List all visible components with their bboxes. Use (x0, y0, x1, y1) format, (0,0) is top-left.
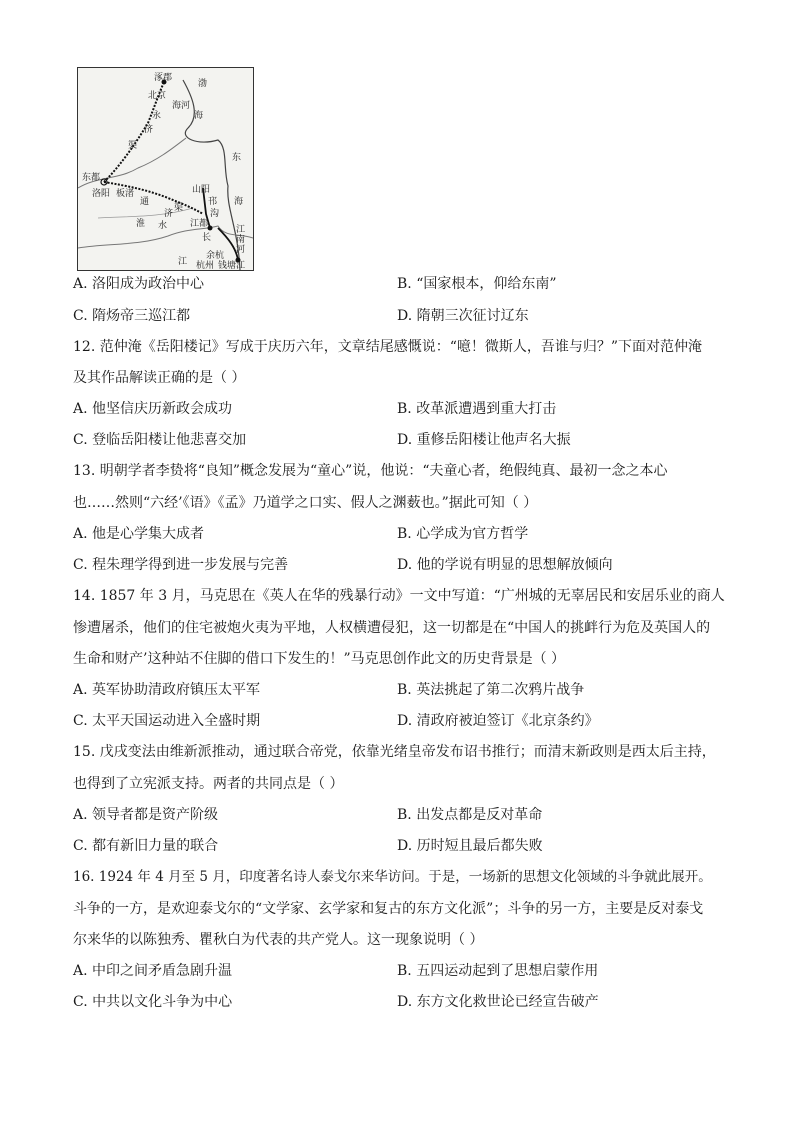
q14-option-c: C. 太平天国运动进入全盛时期 (73, 713, 261, 729)
label-yongji-3: 渠 (128, 141, 138, 151)
label-hai-2: 海 (234, 197, 244, 207)
label-tongji-1: 通 (140, 197, 150, 207)
q12-option-d: D. 重修岳阳楼让他声名大振 (397, 432, 571, 448)
jiangdu-dot (208, 226, 213, 231)
label-beijing: 北京 (148, 91, 167, 101)
q16-option-a: A. 中印之间矛盾急剧升温 (73, 963, 233, 979)
q14-stem-line1: 14. 1857 年 3 月，马克思在《英人在华的残暴行动》一文中写道：“广州城的无辜居民和安居乐业的商人 (73, 588, 725, 604)
label-chang: 长 (202, 233, 212, 243)
q15-stem-line1: 15. 戊戌变法由维新派推动，通过联合帝党，依靠光绪皇帝发布诏书推行；而清末新政则是西太后主持， (73, 744, 716, 760)
label-jiangdu: 江都 (190, 219, 209, 229)
q15-stem-line2: 也得到了立宪派支持。两者的共同点是（ ） (73, 776, 344, 792)
q16-stem-line2: 斗争的一方，是欢迎泰戈尔的“文学家、玄学家和复古的东方文化派”；斗争的另一方，主要是反对泰戈 (73, 901, 704, 917)
q15-option-b: B. 出发点都是反对革命 (397, 807, 543, 823)
label-dong: 东 (232, 153, 242, 163)
label-hai-1: 海 (194, 111, 204, 121)
label-yongji-1: 永 (152, 111, 162, 121)
q16-option-b: B. 五四运动起到了思想启蒙作用 (397, 963, 599, 979)
q13-option-b: B. 心学成为官方哲学 (397, 526, 529, 542)
q12-option-c: C. 登临岳阳楼让他悲喜交加 (73, 432, 247, 448)
label-banzhu: 板渚 (116, 189, 135, 199)
q12-stem-line2: 及其作品解读正确的是（ ） (73, 370, 246, 386)
q11-option-b: B. “国家根本，仰给东南” (397, 276, 557, 292)
q11-option-d: D. 隋朝三次征讨辽东 (397, 308, 529, 324)
label-jiangnan-2: 南 (236, 235, 246, 245)
q15-option-c: C. 都有新旧力量的联合 (73, 838, 219, 854)
q16-option-d: D. 东方文化救世论已经宣告破产 (397, 994, 599, 1010)
q14-stem-line2: 惨遭屠杀，他们的住宅被炮火夷为平地，人权横遭侵犯，这一切都是在“中国人的挑衅行为危及英国人的 (73, 620, 711, 636)
q13-stem-line2: 也……然则“六经’《语》《孟》乃道学之口实、假人之渊薮也。”据此可知（ ） (73, 495, 538, 511)
label-huai: 淮 (136, 219, 146, 229)
label-hangou-2: 沟 (210, 209, 220, 219)
label-haihe: 海河 (172, 101, 191, 111)
q15-option-a: A. 领导者都是资产阶级 (73, 807, 219, 823)
q13-option-d: D. 他的学说有明显的思想解放倾向 (397, 557, 613, 573)
label-dongdu: 东都 (82, 173, 101, 183)
q13-stem-line1: 13. 明朝学者李贽将“良知”概念发展为“童心”说，他说：“夫童心者，绝假纯真、最初一念之本心 (73, 463, 668, 479)
q15-option-d: D. 历时短且最后都失败 (397, 838, 543, 854)
q11-option-c: C. 隋炀帝三巡江都 (73, 308, 191, 324)
q14-stem-line3: 生命和财产’这种站不住脚的借口下发生的！”马克思创作此文的历史背景是（ ） (73, 651, 566, 667)
q12-option-a: A. 他坚信庆历新政会成功 (73, 401, 233, 417)
map-drawing (78, 68, 253, 270)
label-tongji-2: 济 (164, 209, 174, 219)
label-shanyang: 山阳 (192, 185, 211, 195)
label-luoyang: 洛阳 (92, 189, 111, 199)
q16-option-c: C. 中共以文化斗争为中心 (73, 994, 233, 1010)
label-qiantangjiang: 钱塘江 (218, 261, 246, 270)
q11-option-a: A. 洛阳成为政治中心 (73, 276, 205, 292)
label-shui: 水 (158, 221, 168, 231)
coastline (183, 80, 240, 270)
label-tongji-3: 渠 (174, 203, 184, 213)
label-zhuojun: 涿郡 (154, 73, 173, 83)
q12-option-b: B. 改革派遭遇到重大打击 (397, 401, 557, 417)
q14-option-d: D. 清政府被迫签订《北京条约》 (397, 713, 599, 729)
label-jiangnan-1: 江 (236, 225, 246, 235)
label-hangou-1: 邗 (208, 197, 218, 207)
label-yuhang: 余杭 (206, 251, 225, 261)
q16-stem-line3: 尔来华的以陈独秀、瞿秋白为代表的共产党人。这一现象说明（ ） (73, 932, 484, 948)
q13-option-c: C. 程朱理学得到进一步发展与完善 (73, 557, 289, 573)
label-jiangnan-3: 河 (236, 245, 246, 255)
q12-stem-line1: 12. 范仲淹《岳阳楼记》写成于庆历六年，文章结尾感慨说：“噫！微斯人，吾谁与归？”下面对范仲淹 (73, 339, 703, 355)
label-bo: 渤 (198, 79, 208, 89)
q16-stem-line1: 16. 1924 年 4 月至 5 月，印度著名诗人泰戈尔来华访问。于是，一场新的思想文化领域的斗争就此展开。 (73, 869, 712, 885)
label-yongji-2: 济 (144, 125, 154, 135)
grand-canal-map (77, 67, 254, 271)
label-hangzhou: 杭州 (196, 261, 215, 270)
q14-option-a: A. 英军协助清政府镇压太平军 (73, 682, 261, 698)
q14-option-b: B. 英法挑起了第二次鸦片战争 (397, 682, 585, 698)
q13-option-a: A. 他是心学集大成者 (73, 526, 205, 542)
label-jiang: 江 (178, 257, 188, 267)
